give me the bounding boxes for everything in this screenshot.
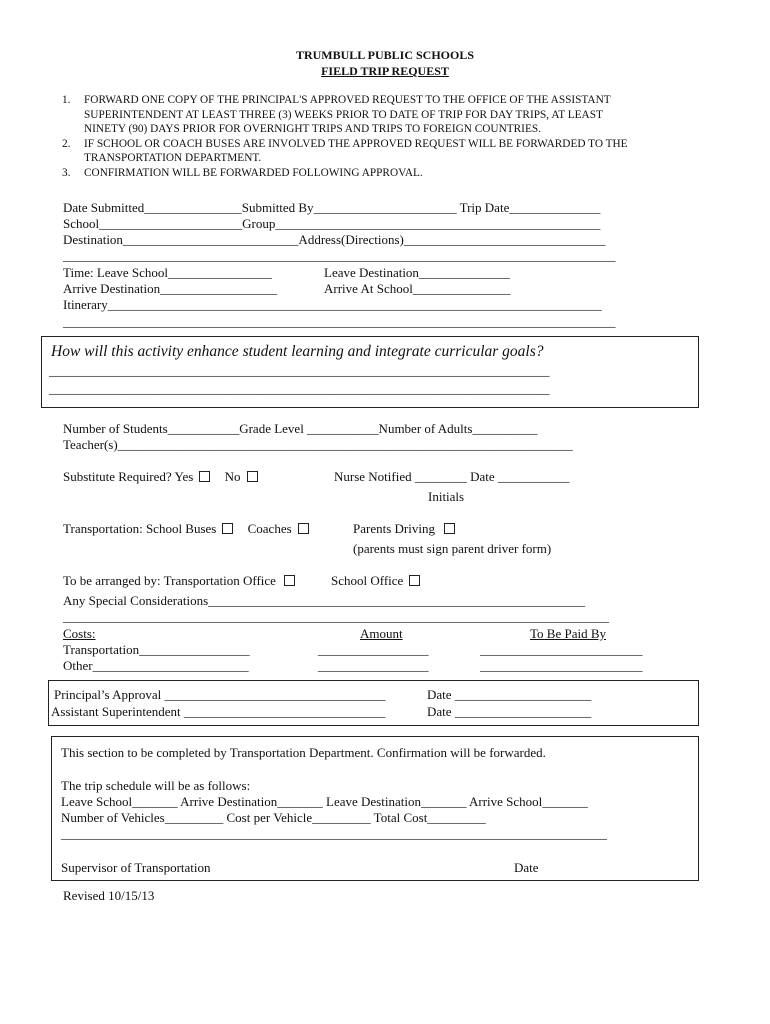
learning-goals-box [41,336,699,408]
instruction-1-line-3: NINETY (90) DAYS PRIOR FOR OVERNIGHT TRIPS AND TRIPS TO FOREIGN COUNTRIES. [84,123,541,135]
teachers-field[interactable]: Teacher(s)______________________________________________________________________ [63,437,573,452]
instruction-2-line-1: 2. IF SCHOOL OR COACH BUSES ARE INVOLVED THE APPROVED REQUEST WILL BE FORWARDED TO THE [62,138,628,150]
parents-driving-checkbox[interactable] [444,523,455,534]
other-amount[interactable]: _________________ [318,658,429,673]
transport-section-intro: This section to be completed by Transportation Department. Confirmation will be forwarded. [61,745,546,760]
costs-header: Costs: [63,626,96,641]
supervisor-label: Supervisor of Transportation [61,860,211,875]
itinerary-field-line-2[interactable]: _____________________________________________________________________________________ [63,314,616,329]
assistant-approval-date[interactable]: Date _____________________ [427,704,592,719]
transportation-office-checkbox[interactable] [284,575,295,586]
trip-row-dates[interactable]: Date Submitted_______________Submitted By______________________ Trip Date______________ [63,200,601,215]
supervisor-date-label: Date [514,860,539,875]
instruction-2-line-2: TRANSPORTATION DEPARTMENT. [84,152,262,164]
special-considerations-line-2[interactable]: ____________________________________________________________________________________ [63,609,609,624]
parents-driving: Parents Driving [353,521,458,537]
transport-extra-line[interactable]: ____________________________________________________________________________________ [61,826,607,841]
itinerary-field[interactable]: Itinerary____________________________________________________________________________ [63,297,602,312]
instruction-1-line-2: SUPERINTENDENT AT LEAST THREE (3) WEEKS PRIOR TO DATE OF TRIP FOR DAY TRIPS, AT LEAST [84,109,603,121]
trip-row-destination[interactable]: Destination___________________________Address(Directions)_______________________________ [63,232,606,247]
students-grade-adults[interactable]: Number of Students___________Grade Level ___________Number of Adults__________ [63,421,538,436]
arrive-at-school[interactable]: Arrive At School_______________ [324,281,511,296]
principal-approval-date[interactable]: Date _____________________ [427,687,592,702]
initials-label: Initials [428,489,465,504]
transportation-amount[interactable]: _________________ [318,642,429,657]
time-leave-school[interactable]: Time: Leave School________________ [63,265,272,280]
transportation-cost[interactable]: Transportation_________________ [63,642,250,657]
schedule-times[interactable]: Leave School_______ Arrive Destination_______ Leave Destination_______ Arrive School_______ [61,794,588,809]
arranged-by: To be arranged by: Transportation Office [63,573,298,589]
learning-goals-question: How will this activity enhance student learning and integrate curricular goals? [51,343,544,360]
principal-approval[interactable]: Principal’s Approval __________________________________ [54,687,386,702]
special-considerations[interactable]: Any Special Considerations__________________________________________________________ [63,593,586,608]
arrive-destination[interactable]: Arrive Destination__________________ [63,281,278,296]
trip-schedule-label: The trip schedule will be as follows: [61,778,251,793]
substitute-yes-checkbox[interactable] [199,471,210,482]
parents-driver-note: (parents must sign parent driver form) [353,541,552,556]
amount-header: Amount [360,626,403,641]
nurse-notified[interactable]: Nurse Notified ________ Date ___________ [334,469,570,484]
substitute-required: Substitute Required? Yes No [63,469,261,485]
learning-goals-line-2[interactable]: _____________________________________________________________________________ [49,381,550,396]
other-cost[interactable]: Other________________________ [63,658,249,673]
transportation-department-box [51,736,699,881]
school-buses-checkbox[interactable] [222,523,233,534]
substitute-no-checkbox[interactable] [247,471,258,482]
revised-date: Revised 10/15/13 [63,888,155,903]
school-name: TRUMBULL PUBLIC SCHOOLS [295,48,475,62]
learning-goals-line-1[interactable]: _____________________________________________________________________________ [49,363,550,378]
vehicles-cost[interactable]: Number of Vehicles_________ Cost per Vehicle_________ Total Cost_________ [61,810,486,825]
trip-row-blank[interactable]: _____________________________________________________________________________________ [63,248,616,263]
leave-destination[interactable]: Leave Destination______________ [324,265,510,280]
trip-row-school-group[interactable]: School______________________Group__________________________________________________ [63,216,601,231]
transportation-options: Transportation: School Buses Coaches [63,521,312,537]
school-office-option: School Office [331,573,423,589]
form-title: FIELD TRIP REQUEST [321,64,449,78]
approval-box [48,680,699,726]
instruction-3-line-1: 3. CONFIRMATION WILL BE FORWARDED FOLLOWING APPROVAL. [62,167,423,179]
transportation-paid-by[interactable]: _________________________ [480,642,643,657]
assistant-superintendent-approval[interactable]: Assistant Superintendent _______________________________ [51,704,386,719]
school-office-checkbox[interactable] [409,575,420,586]
other-paid-by[interactable]: _________________________ [480,658,643,673]
coaches-checkbox[interactable] [298,523,309,534]
instruction-1-line-1: 1. FORWARD ONE COPY OF THE PRINCIPAL'S APPROVED REQUEST TO THE OFFICE OF THE ASSISTANT [62,94,611,106]
paid-by-header: To Be Paid By [530,626,607,641]
